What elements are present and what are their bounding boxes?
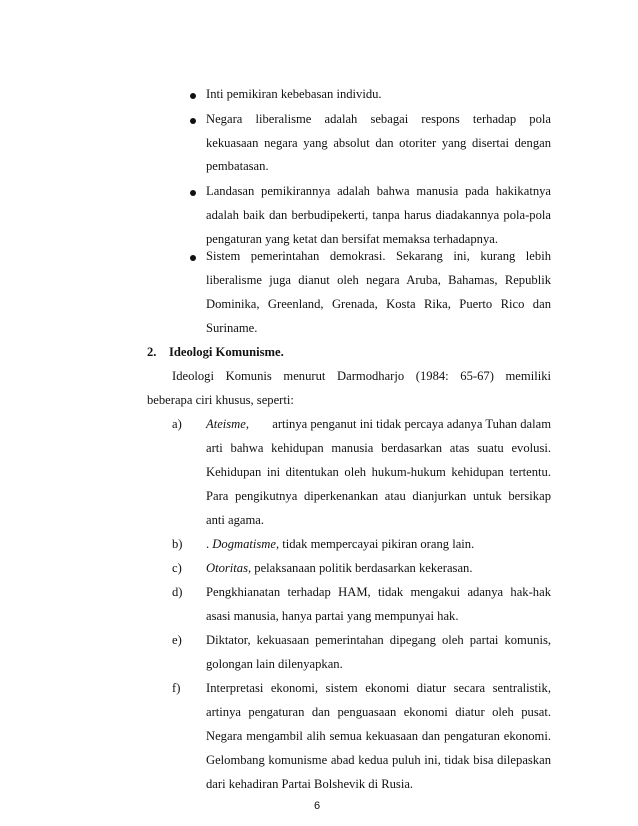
- list-item-line: Interpretasi ekonomi, sistem ekonomi diatur secara sentralistik,: [206, 681, 551, 695]
- list-item-line: Para pengikutnya diperkenankan atau dianjurkan untuk bersikap: [206, 489, 551, 503]
- list-item-line: [206, 560, 473, 576]
- bullet-line: pengaturan yang ketat dan bersifat memaksa terhadapnya.: [206, 232, 498, 246]
- bullet-line: Dominika, Greenland, Grenada, Kosta Rika, Puerto Rico dan: [206, 297, 551, 311]
- list-item-line: artinya pengaturan dan penguasaan ekonomi diatur oleh pusat.: [206, 705, 551, 719]
- list-marker: e): [172, 633, 182, 647]
- list-item-line: Negara mengambil alih semua kekuasaan dan pengaturan ekonomi.: [206, 729, 551, 743]
- section-intro: Ideologi Komunis menurut Darmodharjo (1984: 65-67) memiliki: [172, 369, 551, 383]
- list-item-text: pelaksanaan politik berdasarkan kekerasan.: [251, 561, 473, 575]
- list-item-line: Pengkhianatan terhadap HAM, tidak mengakui adanya hak-hak: [206, 585, 551, 599]
- section-title: Ideologi Komunisme.: [169, 345, 284, 359]
- list-item-term: Otoritas,: [206, 561, 252, 575]
- list-item-text: artinya penganut ini tidak percaya adanya Tuhan dalam: [272, 417, 551, 431]
- list-item-line: dari kehadiran Partai Bolshevik di Rusia.: [206, 777, 414, 791]
- list-item-prefix: .: [206, 537, 213, 551]
- bullet-line: Suriname.: [206, 321, 258, 335]
- list-item-text: tidak mempercayai pikiran orang lain.: [279, 537, 475, 551]
- page-number: 6: [314, 800, 321, 812]
- list-item-line: Diktator, kekuasaan pemerintahan dipegang oleh partai komunis,: [206, 633, 551, 647]
- list-item-line: Gelombang komunisme abad kedua puluh ini, tidak bisa dilepaskan: [206, 753, 551, 767]
- list-marker: f): [172, 681, 181, 695]
- list-item-line: asasi manusia, hanya partai yang mempunyai hak.: [206, 609, 459, 623]
- bullet-line: Landasan pemikirannya adalah bahwa manusia pada hakikatnya: [206, 184, 551, 198]
- bullet-line: liberalisme juga dianut oleh negara Aruba, Bahamas, Republik: [206, 273, 551, 287]
- list-item-line: arti bahwa kehidupan manusia berdasarkan atas suatu evolusi.: [206, 441, 551, 455]
- bullet-line: kekuasaan negara yang absolut dan otoriter yang disertai dengan: [206, 136, 551, 150]
- list-item-line: [206, 416, 551, 432]
- list-item-line: anti agama.: [206, 513, 265, 527]
- bullet-line: adalah baik dan berbudipekerti, tanpa harus diadakannya pola-pola: [206, 208, 551, 222]
- bullet-icon: [190, 190, 196, 196]
- bullet-icon: [190, 93, 196, 99]
- bullet-icon: [190, 118, 196, 124]
- section-intro: beberapa ciri khusus, seperti:: [147, 393, 294, 407]
- bullet-line: Inti pemikiran kebebasan individu.: [206, 87, 382, 101]
- list-item-term: Ateisme,: [206, 417, 250, 431]
- bullet-line: pembatasan.: [206, 159, 269, 173]
- list-marker: b): [172, 537, 183, 551]
- list-marker: a): [172, 417, 182, 431]
- bullet-icon: [190, 255, 196, 261]
- list-item-line: golongan lain dilenyapkan.: [206, 657, 343, 671]
- list-marker: c): [172, 561, 182, 575]
- section-number: 2.: [147, 345, 157, 359]
- bullet-line: Negara liberalisme adalah sebagai respons terhadap pola: [206, 112, 551, 126]
- list-item-line: Kehidupan ini ditentukan oleh hukum-hukum kehidupan tertentu.: [206, 465, 551, 479]
- list-marker: d): [172, 585, 183, 599]
- list-item-term: Dogmatisme,: [212, 537, 280, 551]
- bullet-line: Sistem pemerintahan demokrasi. Sekarang ini, kurang lebih: [206, 249, 551, 263]
- list-item-line: [206, 536, 474, 552]
